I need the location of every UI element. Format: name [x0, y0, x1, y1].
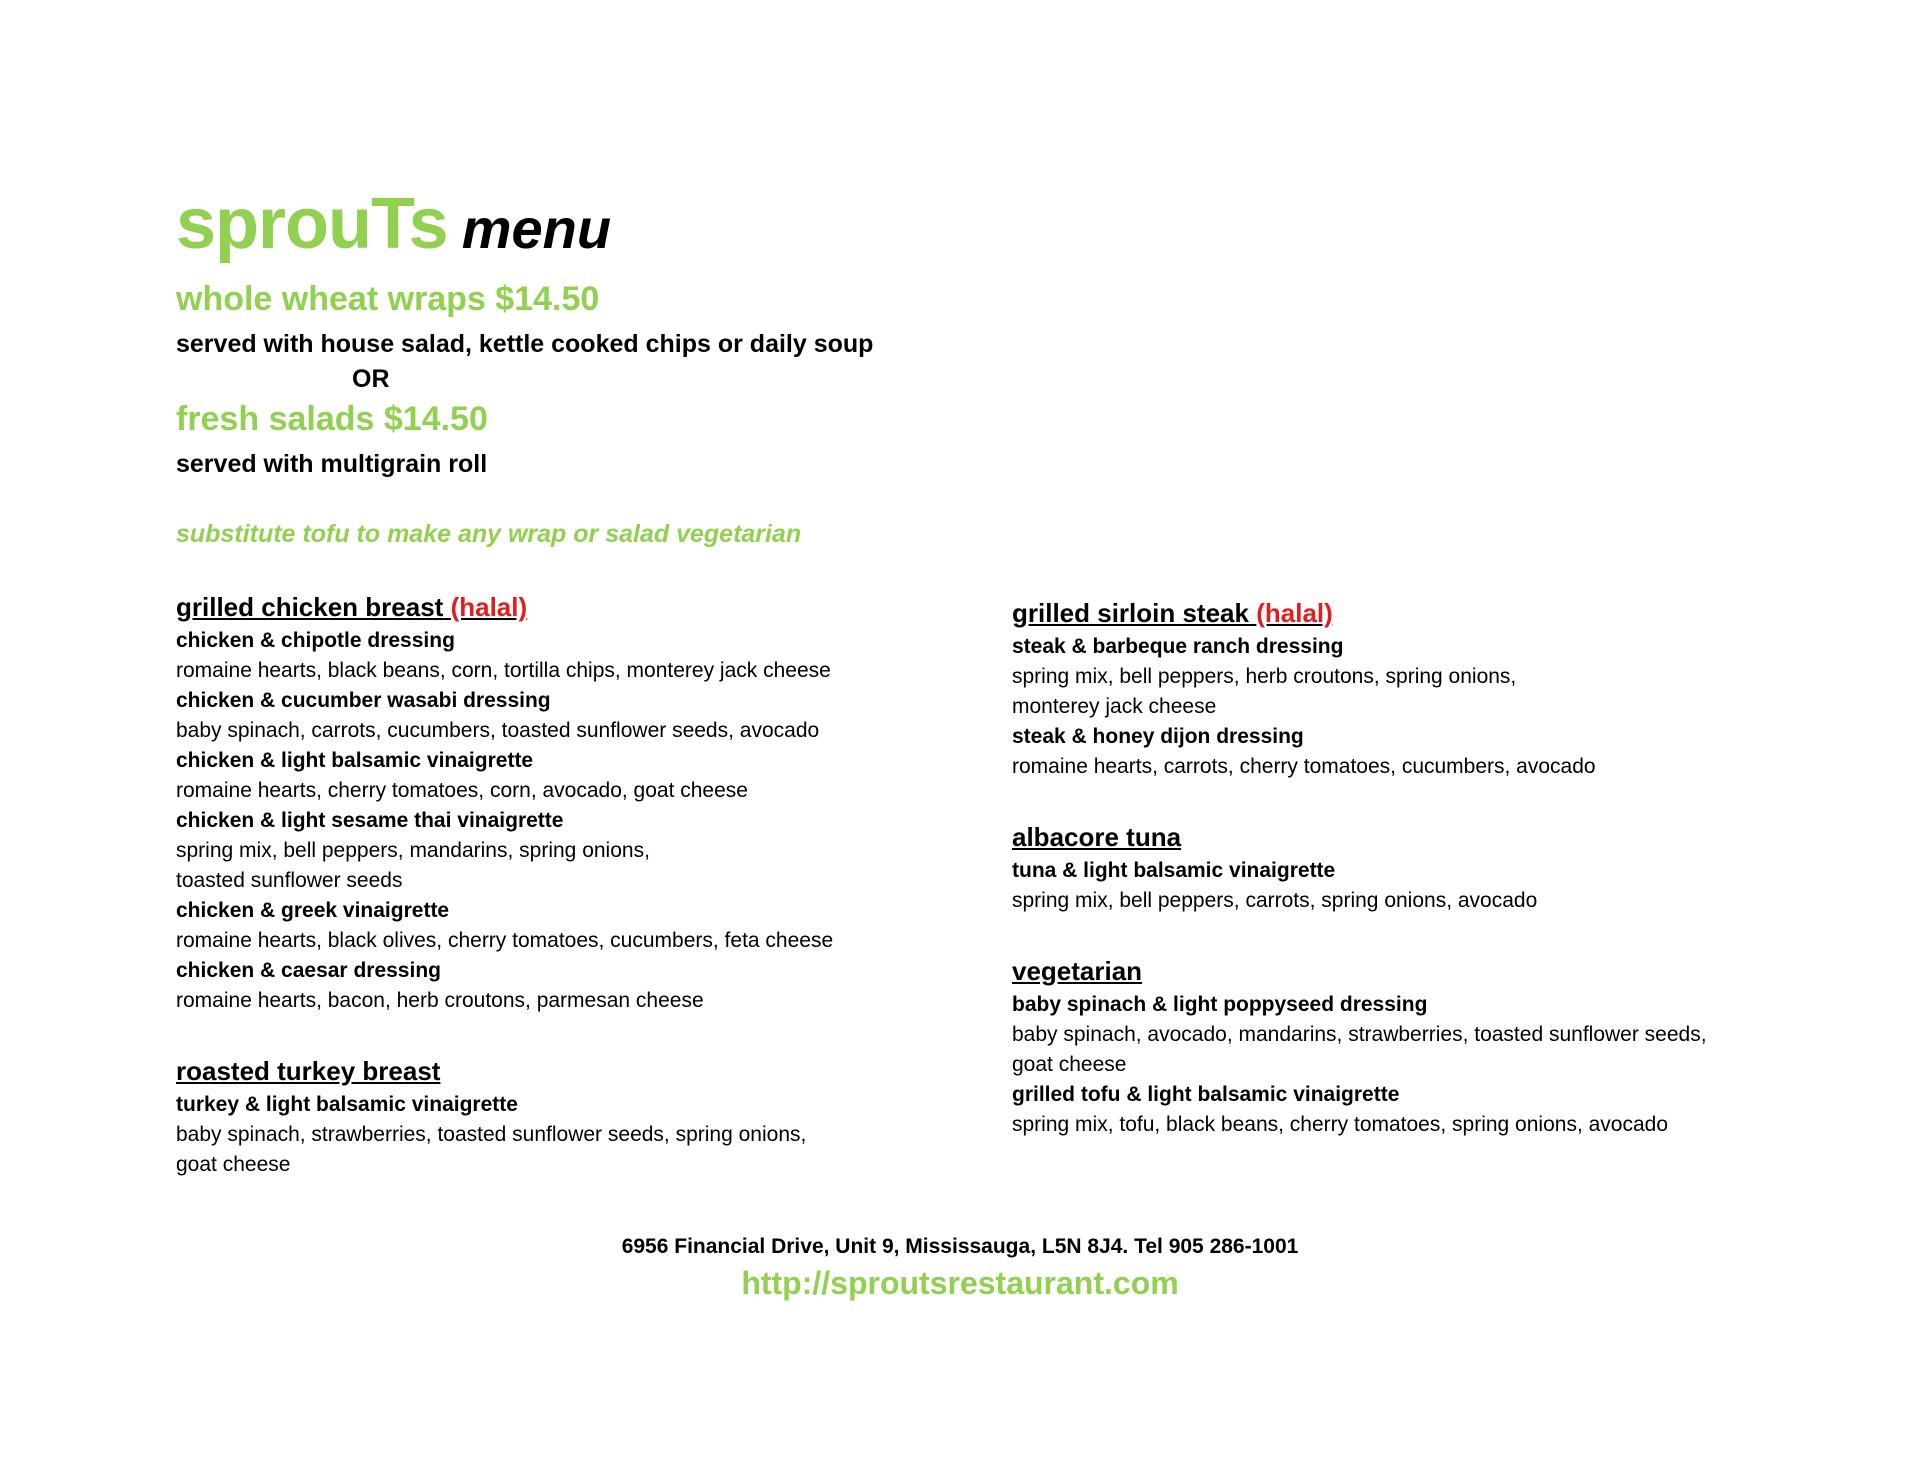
menu-item-name: steak & honey dijon dressing: [1012, 725, 1304, 748]
menu-item-description: romaine hearts, carrots, cherry tomatoes, cucumbers, avocado: [1012, 755, 1596, 778]
section-title: [1012, 594, 1832, 632]
menu-item-description: spring mix, bell peppers, carrots, spring onions, avocado: [1012, 889, 1538, 912]
or-separator: OR: [352, 365, 390, 393]
menu-section-roasted-turkey-breast: [176, 1052, 996, 1180]
menu-item-description: romaine hearts, black olives, cherry tomatoes, cucumbers, feta cheese: [176, 929, 834, 952]
footer-address: 6956 Financial Drive, Unit 9, Mississauga, L5N 8J4. Tel 905 286-1001: [621, 1235, 1299, 1258]
menu-item-name: turkey & light balsamic vinaigrette: [176, 1093, 518, 1116]
menu-word: menu: [461, 197, 612, 260]
section-title: [176, 588, 996, 626]
menu-item-description: romaine hearts, cherry tomatoes, corn, avocado, goat cheese: [176, 779, 748, 802]
menu-item-name: chicken & light balsamic vinaigrette: [176, 749, 534, 772]
wraps-subtitle: served with house salad, kettle cooked chips or daily soup: [176, 330, 874, 358]
restaurant-name: sprouTs: [176, 184, 448, 264]
section-title: [1012, 818, 1832, 856]
menu-item-description: romaine hearts, black beans, corn, tortilla chips, monterey jack cheese: [176, 659, 831, 682]
section-title: [1012, 952, 1832, 990]
halal-tag: (halal): [450, 592, 528, 622]
menu-item-name: chicken & cucumber wasabi dressing: [176, 689, 551, 712]
salads-subtitle: served with multigrain roll: [176, 450, 488, 478]
menu-item-name: chicken & caesar dressing: [176, 959, 441, 982]
menu-item-name: steak & barbeque ranch dressing: [1012, 635, 1344, 658]
menu-item-description: spring mix, bell peppers, herb croutons, spring onions, monterey jack cheese: [1012, 665, 1517, 718]
menu-section-albacore-tuna: [1012, 818, 1832, 916]
menu-item-name: chicken & greek vinaigrette: [176, 899, 450, 922]
website-link[interactable]: http://sproutsrestaurant.com: [741, 1265, 1179, 1301]
menu-item-name: chicken & chipotle dressing: [176, 629, 455, 652]
salads-heading: fresh salads $14.50: [176, 400, 488, 438]
menu-item-description: baby spinach, avocado, mandarins, strawberries, toasted sunflower seeds, goat cheese: [1012, 1023, 1707, 1076]
right-menu-column: [1012, 594, 1832, 1176]
menu-item-description: baby spinach, strawberries, toasted sunflower seeds, spring onions, goat cheese: [176, 1123, 807, 1176]
menu-item-name: tuna & light balsamic vinaigrette: [1012, 859, 1336, 882]
menu-item-name: chicken & light sesame thai vinaigrette: [176, 809, 564, 832]
menu-section-grilled-chicken-breast: [176, 588, 996, 1016]
wraps-heading: whole wheat wraps $14.50: [176, 280, 600, 318]
section-title-text: vegetarian: [1012, 956, 1143, 986]
menu-item-name: grilled tofu & light balsamic vinaigrette: [1012, 1083, 1400, 1106]
section-title-text: roasted turkey breast: [176, 1056, 441, 1086]
menu-item-description: spring mix, bell peppers, mandarins, spring onions, toasted sunflower seeds: [176, 839, 650, 892]
menu-item-description: romaine hearts, bacon, herb croutons, parmesan cheese: [176, 989, 704, 1012]
left-menu-column: [176, 588, 996, 1216]
menu-section-vegetarian: [1012, 952, 1832, 1140]
menu-brand-title: [176, 184, 612, 264]
menu-item-name: baby spinach & light poppyseed dressing: [1012, 993, 1428, 1016]
section-title-text: grilled chicken breast: [176, 592, 444, 622]
tofu-note: substitute tofu to make any wrap or salad vegetarian: [176, 520, 802, 548]
section-title: [176, 1052, 996, 1090]
section-title-text: grilled sirloin steak: [1012, 598, 1249, 628]
menu-section-grilled-sirloin-steak: [1012, 594, 1832, 782]
menu-item-description: baby spinach, carrots, cucumbers, toasted sunflower seeds, avocado: [176, 719, 820, 742]
section-title-text: albacore tuna: [1012, 822, 1182, 852]
halal-tag: (halal): [1256, 598, 1333, 628]
menu-item-description: spring mix, tofu, black beans, cherry tomatoes, spring onions, avocado: [1012, 1113, 1669, 1136]
